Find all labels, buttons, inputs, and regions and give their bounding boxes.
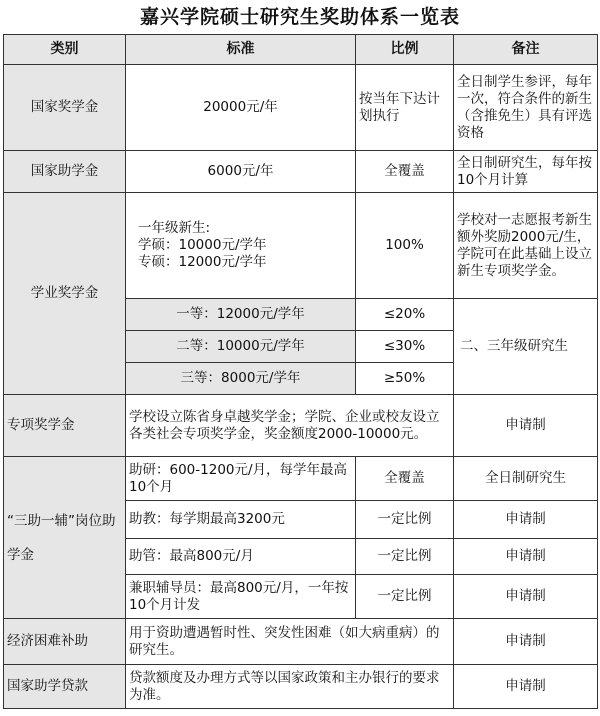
note-cell: 申请制 [454,539,598,575]
standard-cell: 6000元/年 [126,151,356,193]
header-standard: 标准 [126,35,356,65]
ratio-cell: ≤20% [356,299,454,331]
header-ratio: 比例 [356,35,454,65]
ratio-cell: 一定比例 [356,575,454,619]
category-cell: 专项奖学金 [4,395,126,457]
category-cell: 经济困难补助 [4,619,126,665]
header-category: 类别 [4,35,126,65]
note-cell: 申请制 [454,395,598,457]
ratio-cell: ≤30% [356,331,454,363]
table-row [4,193,598,299]
standard-cell: 三等：8000元/学年 [126,363,356,395]
ratio-cell: 一定比例 [356,539,454,575]
standard-cell: 二等：10000元/学年 [126,331,356,363]
ratio-cell: ≥50% [356,363,454,395]
category-cell: 学业奖学金 [4,193,126,395]
note-cell: 全日制研究生，每年按10个月计算 [454,151,598,193]
standard-cell: 一等：12000元/学年 [126,299,356,331]
note-cell: 申请制 [454,501,598,539]
category-cell: 国家助学金 [4,151,126,193]
page-title: 嘉兴学院硕士研究生奖助体系一览表 [139,6,460,28]
category-cell: “三助一辅”岗位助学金 [4,457,126,619]
note-cell: 申请制 [454,619,598,665]
category-cell: 国家助学贷款 [4,665,126,709]
note-cell: 全日制学生参评，每年一次，符合条件的新生（含推免生）具有评选资格 [454,65,598,151]
ratio-cell: 全覆盖 [356,457,454,501]
note-cell: 申请制 [454,665,598,709]
standard-cell: 贷款额度及办理方式等以国家政策和主办银行的要求为准。 [126,665,454,709]
ratio-cell: 全覆盖 [356,151,454,193]
standard-cell: 一年级新生: 学硕：10000元/学年 专硕：12000元/学年 [126,193,356,299]
standard-cell: 助教：每学期最高3200元 [126,501,356,539]
table-row [4,151,598,193]
note-cell: 学校对一志愿报考新生额外奖励2000元/生，学院可在此基础上设立新生专项奖学金。 [454,193,598,299]
table-row [4,665,598,709]
table-header-row [4,35,598,65]
standard-cell: 兼职辅导员：最高800元/月，一年按10个月计发 [126,575,356,619]
header-note: 备注 [454,35,598,65]
standard-cell: 助研：600-1200元/月，每学年最高10个月 [126,457,356,501]
scholarship-table [3,34,598,709]
note-cell: 二、三年级研究生 [454,299,598,395]
standard-cell: 用于资助遭遇暂时性、突发性困难（如大病重病）的研究生。 [126,619,454,665]
table-row [4,619,598,665]
table-row [4,457,598,501]
standard-cell: 学校设立陈省身卓越奖学金；学院、企业或校友设立各类社会专项奖学金，奖金额度2000-10000元。 [126,395,454,457]
standard-cell: 助管：最高800元/月 [126,539,356,575]
note-cell: 申请制 [454,575,598,619]
note-cell: 全日制研究生 [454,457,598,501]
table-row [4,395,598,457]
ratio-cell: 一定比例 [356,501,454,539]
ratio-cell: 按当年下达计划执行 [356,65,454,151]
table-row [4,65,598,151]
standard-cell: 20000元/年 [126,65,356,151]
category-cell: 国家奖学金 [4,65,126,151]
ratio-cell: 100% [356,193,454,299]
